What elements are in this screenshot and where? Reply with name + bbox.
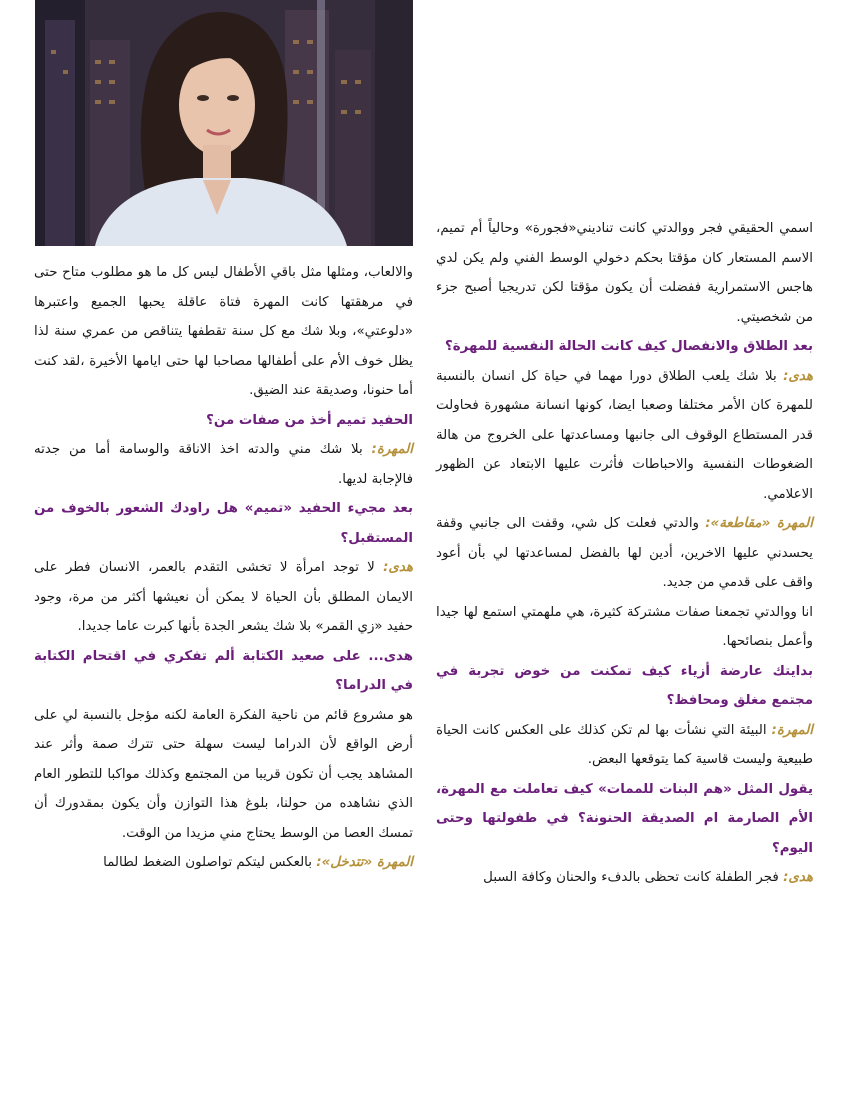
speaker-label: المهرة: <box>771 722 813 738</box>
answer-text: بلا شك مني والدته اخذ الاناقة والوسامة أما من جدته فالإجابة لديها. <box>34 442 413 487</box>
answer-text: بالعكس ليتكم تواصلون الضغط لطالما <box>103 855 317 870</box>
question-heading: بدايتك عارضة أزياء كيف تمكنت من خوض تجربة في مجتمع مغلق ومحافظ؟ <box>436 663 813 708</box>
speaker-label: المهرة: <box>371 442 413 457</box>
question-heading: يقول المثل «هم البنات للممات» كيف تعاملت مع المهرة، الأم الصارمة ام الصديقة الحنونة؟ في طفولتها وحتى اليوم؟ <box>436 781 813 856</box>
answer-text: والدتي فعلت كل شي، وقفت الى جانبي وقفة يحسدني عليها الاخرين، أدين لها بالفضل لمساعدتها لي بأن أعود واقف على قدمي من جديد. <box>436 516 813 590</box>
answer-paragraph <box>436 509 813 598</box>
answer-paragraph <box>436 863 813 893</box>
speaker-label: هدى: <box>783 368 813 384</box>
answer-text: فجر الطفلة كانت تحظى بالدفء والحنان وكافة السبل <box>483 870 784 885</box>
speaker-label: هدى: <box>783 870 813 885</box>
answer-text: لا توجد امرأة لا تخشى التقدم بالعمر، الانسان فطر على الايمان المطلق بأن الحياة لا يمكن أن نعيشها أكثر من مرة، وجود حفيد «زي القمر» بلا شك يشعر الجدة بأنها كبرت عاما جديدا. <box>34 560 413 634</box>
paragraph: والالعاب، ومثلها مثل باقي الأطفال ليس كل ما هو مطلوب متاح حتى في مرهقتها كانت المهرة فتاة عاقلة يحبها الجميع واعتبرها «دلوعتي»، وبلا شك مع كل سنة تقطفها يتناقص من عمري سنة لذا يظل خوف الأم على أطفالها مصاحبا لها حتى ايامها الأخيرة ،لقد كنت أما حنونا، وصديقة عند الضيق. <box>34 265 413 398</box>
answer-text: بلا شك يلعب الطلاق دورا مهما في حياة كل انسان بالنسبة للمهرة كان الأمر مختلفا وصعبا ايضا، كونها انسانة مشهورة فحاولت قدر المستطاع الوقوف الى جانبها ومساعدتها على الخروج من هالة الضغوطات النفسية والاحباطات فأثرت عليها الابتعاد عن الظهور الاعلامي. <box>436 368 813 502</box>
answer-paragraph <box>34 553 413 642</box>
photo-illustration <box>35 0 413 246</box>
paragraph: هو مشروع قائم من ناحية الفكرة العامة لكنه مؤجل بالنسبة لي على أرض الواقع لأن الدراما ليست سهلة حتى تترك صمة وأثر عند المشاهد يجب أن تكون قريبا من المجتمع وكذلك مواكبا للتطور العام الذي نشاهده من حولنا، بلوغ هذا التوازن وأن يكون بمقدورك أن تمسك العصا من الوسط يحتاج مني مزيدا من الوقت. <box>34 707 413 841</box>
question-heading: الحفيد تميم أخذ من صفات من؟ <box>206 412 413 428</box>
answer-paragraph <box>436 716 813 775</box>
answer-paragraph <box>34 848 413 878</box>
interview-photo <box>35 0 413 246</box>
question-heading: بعد مجيء الحفيد «تميم» هل راودك الشعور بالخوف من المستقبل؟ <box>34 501 413 546</box>
question-heading: هدى... على صعيد الكتابة ألم تفكري في اقتحام الكتابة في الدراما؟ <box>34 648 413 693</box>
answer-paragraph <box>436 362 813 510</box>
speaker-label: المهرة «تتدخل»: <box>316 855 413 870</box>
right-column <box>436 214 813 893</box>
paragraph: اسمي الحقيقي فجر ووالدتي كانت تناديني«فجورة» وحالياً أم تميم، الاسم المستعار كان مؤقتا بحكم دخولي الوسط الفني ولم يكن لدي هاجس الاستمرارية ففضلت أن يكون مؤقتا لكن تدريجيا أصبح جزء من شخصيتي. <box>436 221 813 325</box>
left-column <box>34 258 413 878</box>
answer-text: البيئة التي نشأت بها لم تكن كذلك على العكس كانت الحياة طبيعية وليست قاسية كما يتوقعها البعض. <box>436 722 813 767</box>
paragraph: انا ووالدتي تجمعنا صفات مشتركة كثيرة، هي ملهمتي استمع لها جيدا وأعمل بنصائحها. <box>436 604 813 649</box>
question-heading: بعد الطلاق والانفصال كيف كانت الحالة النفسية للمهرة؟ <box>444 339 813 354</box>
answer-paragraph <box>34 435 413 494</box>
speaker-label: المهرة «مقاطعة»: <box>705 516 813 531</box>
speaker-label: هدى: <box>383 560 413 575</box>
